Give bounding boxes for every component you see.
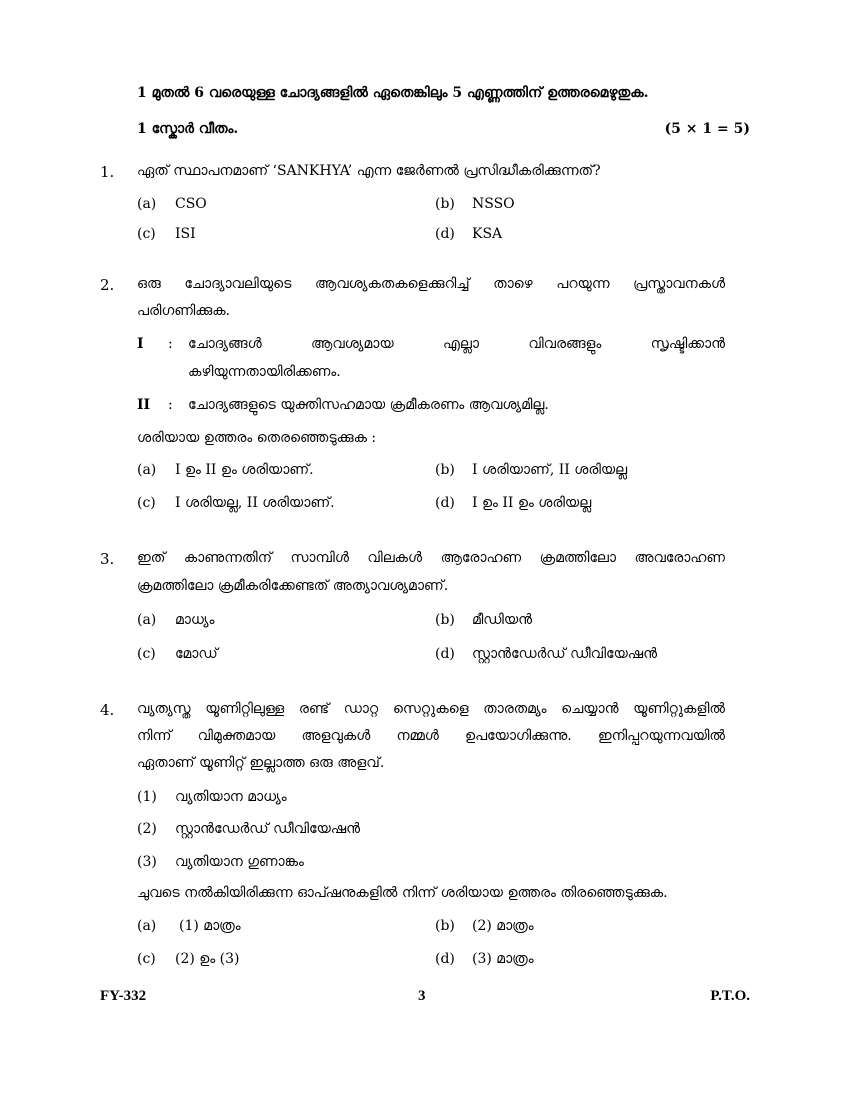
option-label: (b) [435, 918, 455, 934]
option-text: മാധ്യം [175, 612, 215, 628]
statement-colon: : [168, 397, 173, 413]
option-text: സ്റ്റാൻഡേർഡ് ഡീവിയേഷൻ [472, 646, 658, 662]
option-text: (2) മാത്രം [472, 918, 534, 934]
option-text: I ശരിയാണ്, II ശരിയല്ല [472, 462, 628, 478]
option-label: (a) [137, 918, 157, 934]
option-label: (b) [435, 612, 455, 628]
question-text: വ്യത്യസ്ത യൂണിറ്റിലുള്ള രണ്ട് ഡാറ്റ സെറ്റുകളെ താരതമ്യം ചെയ്യാൻ യൂണിറ്റുകളിൽ [137, 701, 725, 717]
option-label: (d) [435, 646, 455, 662]
option-text: I ശരിയല്ല, II ശരിയാണ്. [175, 495, 335, 511]
option-label: (d) [435, 495, 455, 511]
option-text: I ഉം II ഉം ശരിയാണ്. [175, 462, 314, 478]
option-label: (b) [435, 196, 455, 212]
statement-label: II [137, 397, 151, 413]
item-label: (1) [137, 789, 157, 805]
question-text: ഇത് കാണുന്നതിന് സാമ്പിൾ വിലകൾ ആരോഹണ ക്രമത്തിലോ അവരോഹണ [137, 550, 725, 566]
option-text: (3) മാത്രം [472, 951, 534, 967]
statement-text: കഴിയുന്നതായിരിക്കണം. [188, 364, 341, 380]
question-number: 2. [100, 276, 115, 294]
option-label: (b) [435, 462, 455, 478]
option-text: KSA [472, 226, 503, 242]
question-number: 3. [100, 550, 115, 568]
question-text: പരിഗണിക്കുക. [137, 303, 231, 319]
statement-label: I [137, 336, 144, 352]
option-text: CSO [175, 196, 207, 212]
option-label: (c) [137, 226, 156, 242]
option-label: (c) [137, 951, 156, 967]
option-label: (d) [435, 951, 455, 967]
item-text: വ്യതിയാന മാധ്യം [175, 789, 287, 805]
option-label: (a) [137, 196, 157, 212]
option-text: മീഡിയൻ [472, 612, 533, 628]
question-text: ഒരു ചോദ്യാവലിയുടെ ആവശ്യകതകളെക്കുറിച്ച് താഴെ പറയുന്ന പ്രസ്താവനകൾ [137, 276, 725, 292]
paper-code: FY-332 [100, 988, 147, 1004]
option-label: (d) [435, 226, 455, 242]
item-text: വ്യതിയാന ഗുണാങ്കം [175, 854, 304, 870]
question-prompt: ചുവടെ നൽകിയിരിക്കുന്ന ഓപ്ഷനുകളിൽ നിന്ന് ശരിയായ ഉത്തരം തിരഞ്ഞെടുക്കുക. [137, 885, 668, 901]
option-text: I ഉം II ഉം ശരിയല്ല [472, 495, 592, 511]
statement-colon: : [168, 336, 173, 352]
score-note: 1 സ്കോർ വീതം. [137, 121, 239, 137]
marks-allocation: (5 × 1 = 5) [664, 121, 750, 137]
statement-text: ചോദ്യങ്ങളുടെ യുക്തിസഹമായ ക്രമീകരണം ആവശ്യമില്ല. [188, 397, 549, 413]
question-number: 1. [100, 163, 115, 181]
option-text: (2) ഉം (3) [175, 951, 240, 967]
option-text: (1) മാത്രം [179, 918, 241, 934]
item-text: സ്റ്റാൻഡേർഡ് ഡീവിയേഷൻ [175, 821, 361, 837]
item-label: (3) [137, 854, 157, 870]
option-label: (a) [137, 462, 157, 478]
option-text: ISI [175, 226, 196, 242]
item-label: (2) [137, 821, 157, 837]
option-text: NSSO [472, 196, 515, 212]
option-label: (a) [137, 612, 157, 628]
question-prompt: ശരിയായ ഉത്തരം തെരഞ്ഞെടുക്കുക : [137, 430, 377, 446]
question-text: ക്രമത്തിലോ ക്രമീകരിക്കേണ്ടത് അത്യാവശ്യമാണ്. [137, 578, 449, 594]
option-label: (c) [137, 495, 156, 511]
page-number: 3 [418, 988, 426, 1004]
pto-label: P.T.O. [710, 988, 750, 1004]
instruction-text: 1 മുതൽ 6 വരെയുള്ള ചോദ്യങ്ങളിൽ ഏതെങ്കിലും 5 എണ്ണത്തിന് ഉത്തരമെഴുതുക. [137, 85, 649, 101]
option-label: (c) [137, 646, 156, 662]
question-text: നിന്ന് വിമുക്തമായ അളവുകൾ നമ്മൾ ഉപയോഗിക്കുന്നു. ഇനിപ്പറയുന്നവയിൽ [137, 728, 725, 744]
question-text: ഏതാണ് യൂണിറ്റ് ഇല്ലാത്ത ഒരു അളവ്. [137, 755, 385, 771]
question-text: ഏത് സ്ഥാപനമാണ് ‘SANKHYA’ എന്ന ജേർണൽ പ്രസിദ്ധീകരിക്കുന്നത്? [137, 163, 601, 179]
statement-text: ചോദ്യങ്ങൾ ആവശ്യമായ എല്ലാ വിവരങ്ങളും സൃഷ്ടിക്കാൻ [188, 336, 725, 352]
option-text: മോഡ് [175, 646, 218, 662]
question-number: 4. [100, 701, 115, 719]
